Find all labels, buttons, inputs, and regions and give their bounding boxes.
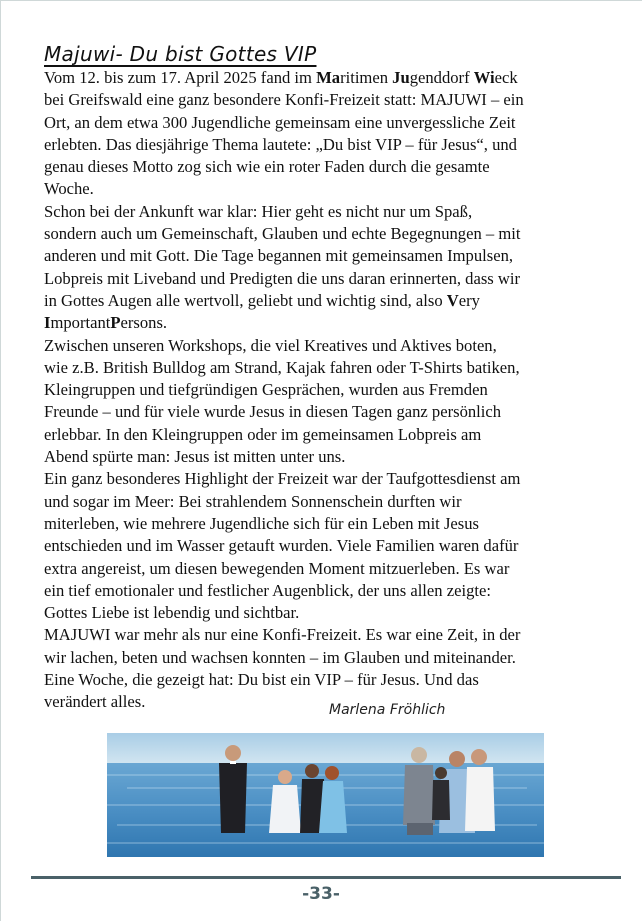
bold-text-fragment: Ma	[316, 68, 341, 87]
article-line	[44, 535, 608, 557]
article-line	[44, 647, 608, 669]
text-fragment: in Gottes Augen alle wertvoll, geliebt und wichtig sind, also	[44, 290, 447, 310]
text-fragment: bei Greifswald eine ganz besondere Konfi-Freizeit statt: MAJUWI – ein	[44, 90, 524, 110]
article-line	[44, 580, 608, 602]
article-line	[44, 112, 608, 134]
article-title: Majuwi- Du bist Gottes VIP	[44, 42, 317, 66]
baptism-photo-image	[107, 733, 544, 857]
article-line	[44, 468, 608, 490]
article-line	[44, 446, 608, 468]
text-fragment: erlebten. Das diesjährige Thema lautete: „Du bist VIP – für Jesus“, und	[44, 134, 517, 154]
article-line	[44, 89, 608, 111]
text-fragment: extra angereist, um diesen bewegenden Moment mitzuerleben. Es war	[44, 558, 510, 578]
text-fragment: wir lachen, beten und wachsen konnten – im Glauben und miteinander.	[44, 647, 516, 667]
article-line	[44, 134, 608, 156]
article-line	[44, 178, 608, 200]
bold-text-fragment: P	[110, 313, 121, 333]
footer-rule	[31, 876, 621, 879]
text-fragment: ery	[458, 290, 480, 310]
article-line	[44, 558, 608, 580]
text-fragment: Lobpreis mit Liveband und Predigten die uns daran erinnerten, dass wir	[44, 268, 521, 288]
bold-text-fragment: V	[446, 290, 459, 310]
article-line	[44, 201, 608, 223]
text-fragment: sondern auch um Gemeinschaft, Glauben und echte Begegnungen – mit	[44, 224, 521, 244]
article-line	[44, 67, 608, 89]
text-fragment: Freunde – und für viele wurde Jesus in diesen Tagen ganz persönlich	[44, 402, 502, 422]
text-fragment: Ein ganz besonderes Highlight der Freizeit war der Taufgottesdienst am	[44, 469, 521, 489]
article-line	[44, 491, 608, 513]
text-fragment: Schon bei der Ankunft war klar: Hier geht es nicht nur um Spaß,	[44, 201, 473, 221]
text-fragment: verändert alles.	[44, 692, 146, 712]
text-fragment: Woche.	[44, 179, 94, 199]
text-fragment: ersons.	[120, 313, 168, 333]
text-fragment: erlebbar. In den Kleingruppen oder im gemeinsamen Lobpreis am	[44, 424, 482, 444]
page-number: -33-	[302, 884, 340, 904]
text-fragment: Gottes Liebe ist lebendig und sichtbar.	[44, 603, 300, 623]
text-fragment: Kleingruppen und tiefgründigen Gesprächen, wurden aus Fremden	[44, 380, 488, 400]
article-line	[44, 669, 608, 691]
bold-text-fragment: I	[44, 313, 51, 333]
text-fragment: Abend spürte man: Jesus ist mitten unter uns.	[44, 447, 346, 467]
text-fragment: Eine Woche, die gezeigt hat: Du bist ein VIP – für Jesus. Und das	[44, 670, 479, 690]
article-line	[44, 156, 608, 178]
text-fragment: mportant	[50, 313, 111, 333]
text-fragment: genau dieses Motto zog sich wie ein roter Faden durch die gesamte	[44, 157, 490, 177]
article-line	[44, 624, 608, 646]
article-line	[44, 424, 608, 446]
bold-text-fragment: Wi	[473, 68, 495, 87]
article-line	[44, 312, 608, 334]
text-fragment: Vom 12. bis zum 17. April 2025 fand im	[44, 68, 317, 87]
text-fragment: Ort, an dem etwa 300 Jugendliche gemeinsam eine unvergessliche Zeit	[44, 112, 516, 132]
text-fragment: anderen und mit Gott. Die Tage begannen mit gemeinsamen Impulsen,	[44, 246, 514, 266]
article-body	[44, 67, 608, 714]
text-fragment: miterleben, wie mehrere Jugendliche sich für ein Leben mit Jesus	[44, 513, 479, 533]
text-fragment: MAJUWI war mehr als nur eine Konfi-Freizeit. Es war eine Zeit, in der	[44, 625, 521, 645]
article-line	[44, 602, 608, 624]
baptism-photo	[107, 733, 544, 857]
article-line	[44, 223, 608, 245]
author-signature: Marlena Fröhlich	[329, 702, 446, 718]
article-line	[44, 357, 608, 379]
article-line	[44, 335, 608, 357]
article-line	[44, 513, 608, 535]
text-fragment: Zwischen unseren Workshops, die viel Kreatives und Aktives boten,	[44, 335, 497, 355]
text-fragment: eck	[494, 68, 518, 87]
text-fragment: ritimen	[340, 68, 393, 87]
article-line	[44, 245, 608, 267]
bold-text-fragment: Ju	[392, 68, 410, 87]
article-line	[44, 268, 608, 290]
article-line	[44, 379, 608, 401]
text-fragment: ein tief emotionaler und festlicher Augenblick, der uns allen zeigte:	[44, 580, 491, 600]
article-line	[44, 290, 608, 312]
article-line	[44, 401, 608, 423]
text-fragment: entschieden und im Wasser getauft wurden. Viele Familien waren dafür	[44, 536, 519, 556]
article-line	[44, 691, 608, 713]
text-fragment: genddorf	[409, 68, 474, 87]
text-fragment: und sogar im Meer: Bei strahlendem Sonnenschein durften wir	[44, 491, 462, 511]
text-fragment: wie z.B. British Bulldog am Strand, Kajak fahren oder T-Shirts batiken,	[44, 357, 520, 377]
